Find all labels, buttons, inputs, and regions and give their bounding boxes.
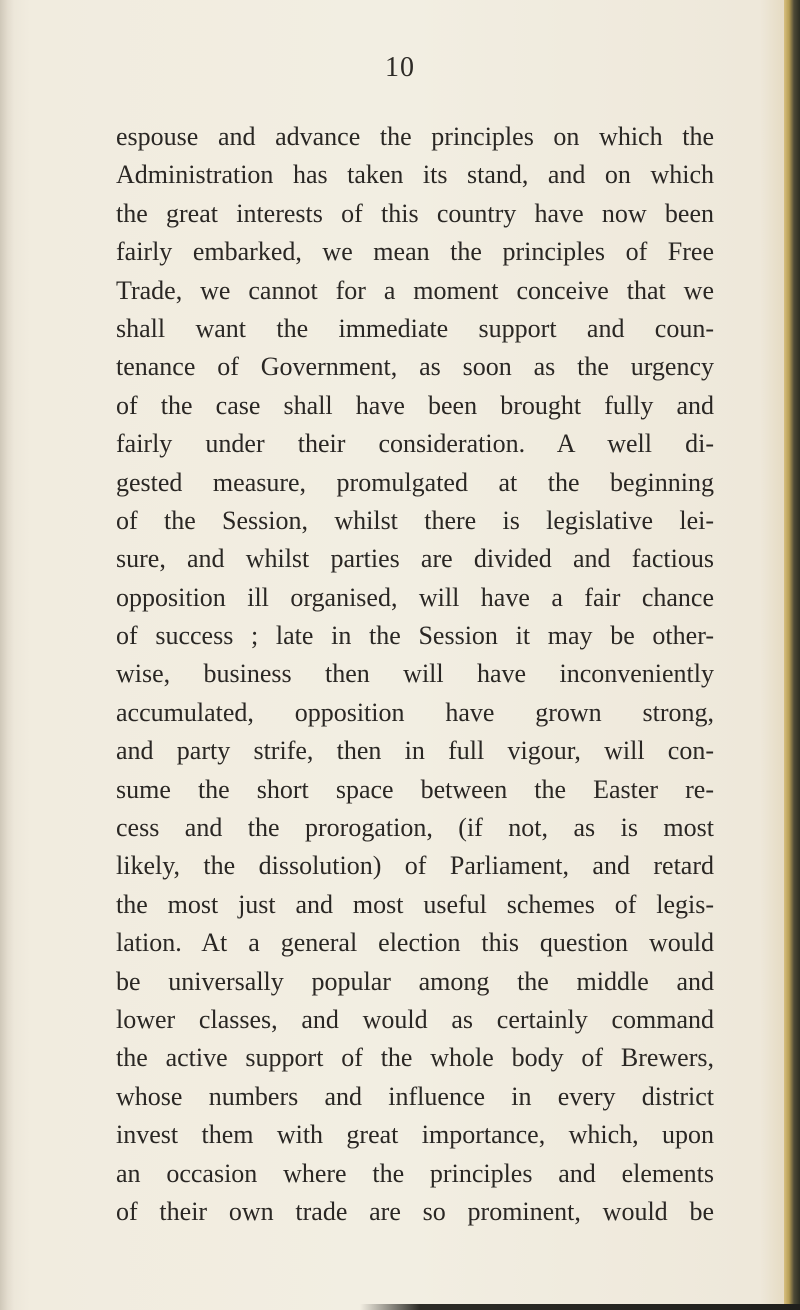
text-line: espouse and advance the principles on which the bbox=[116, 122, 714, 151]
text-line: of their own trade are so prominent, would be bbox=[116, 1196, 714, 1226]
text-line: tenance of Government, as soon as the urgency bbox=[116, 352, 714, 382]
text-line: fairly under their consideration. A well di- bbox=[116, 429, 714, 459]
text-line: cess and the prorogation, (if not, as is most bbox=[116, 813, 714, 843]
text-line: shall want the immediate support and coun- bbox=[116, 313, 714, 343]
text-line: sure, and whilst parties are divided and factious bbox=[116, 544, 714, 574]
text-line: the great interests of this country have now been bbox=[116, 198, 714, 228]
binding-gutter bbox=[0, 0, 14, 1310]
text-line: Administration has taken its stand, and on which bbox=[116, 160, 714, 190]
text-line: of success ; late in the Session it may be other- bbox=[116, 621, 714, 651]
text-line: invest them with great importance, which, upon bbox=[116, 1120, 714, 1150]
text-line: whose numbers and influence in every district bbox=[116, 1081, 714, 1111]
text-line: an occasion where the principles and elements bbox=[116, 1158, 714, 1188]
text-line: gested measure, promulgated at the beginning bbox=[116, 467, 714, 497]
page-number: 10 bbox=[385, 52, 415, 83]
text-line: sume the short space between the Easter re- bbox=[116, 774, 714, 804]
text-line: Trade, we cannot for a moment conceive that we bbox=[116, 275, 714, 305]
text-line: be universally popular among the middle and bbox=[116, 966, 714, 996]
body-text bbox=[116, 118, 714, 1231]
text-line: the most just and most useful schemes of legis- bbox=[116, 889, 714, 919]
text-line: fairly embarked, we mean the principles of Free bbox=[116, 237, 714, 267]
text-line: lation. At a general election this question would bbox=[116, 928, 714, 958]
text-line: and party strife, then in full vigour, will con- bbox=[116, 736, 714, 766]
text-line: accumulated, opposition have grown strong, bbox=[116, 697, 714, 727]
text-line: wise, business then will have inconveniently bbox=[116, 659, 714, 689]
text-line: likely, the dissolution) of Parliament, and retard bbox=[116, 851, 714, 881]
page-bottom-shadow bbox=[360, 1304, 800, 1310]
text-line: lower classes, and would as certainly command bbox=[116, 1004, 714, 1034]
text-line: of the case shall have been brought fully and bbox=[116, 390, 714, 420]
page-fore-edge bbox=[784, 0, 800, 1310]
text-line: the active support of the whole body of Brewers, bbox=[116, 1043, 714, 1073]
text-line: of the Session, whilst there is legislative lei- bbox=[116, 505, 714, 535]
text-line: opposition ill organised, will have a fair chance bbox=[116, 582, 714, 612]
